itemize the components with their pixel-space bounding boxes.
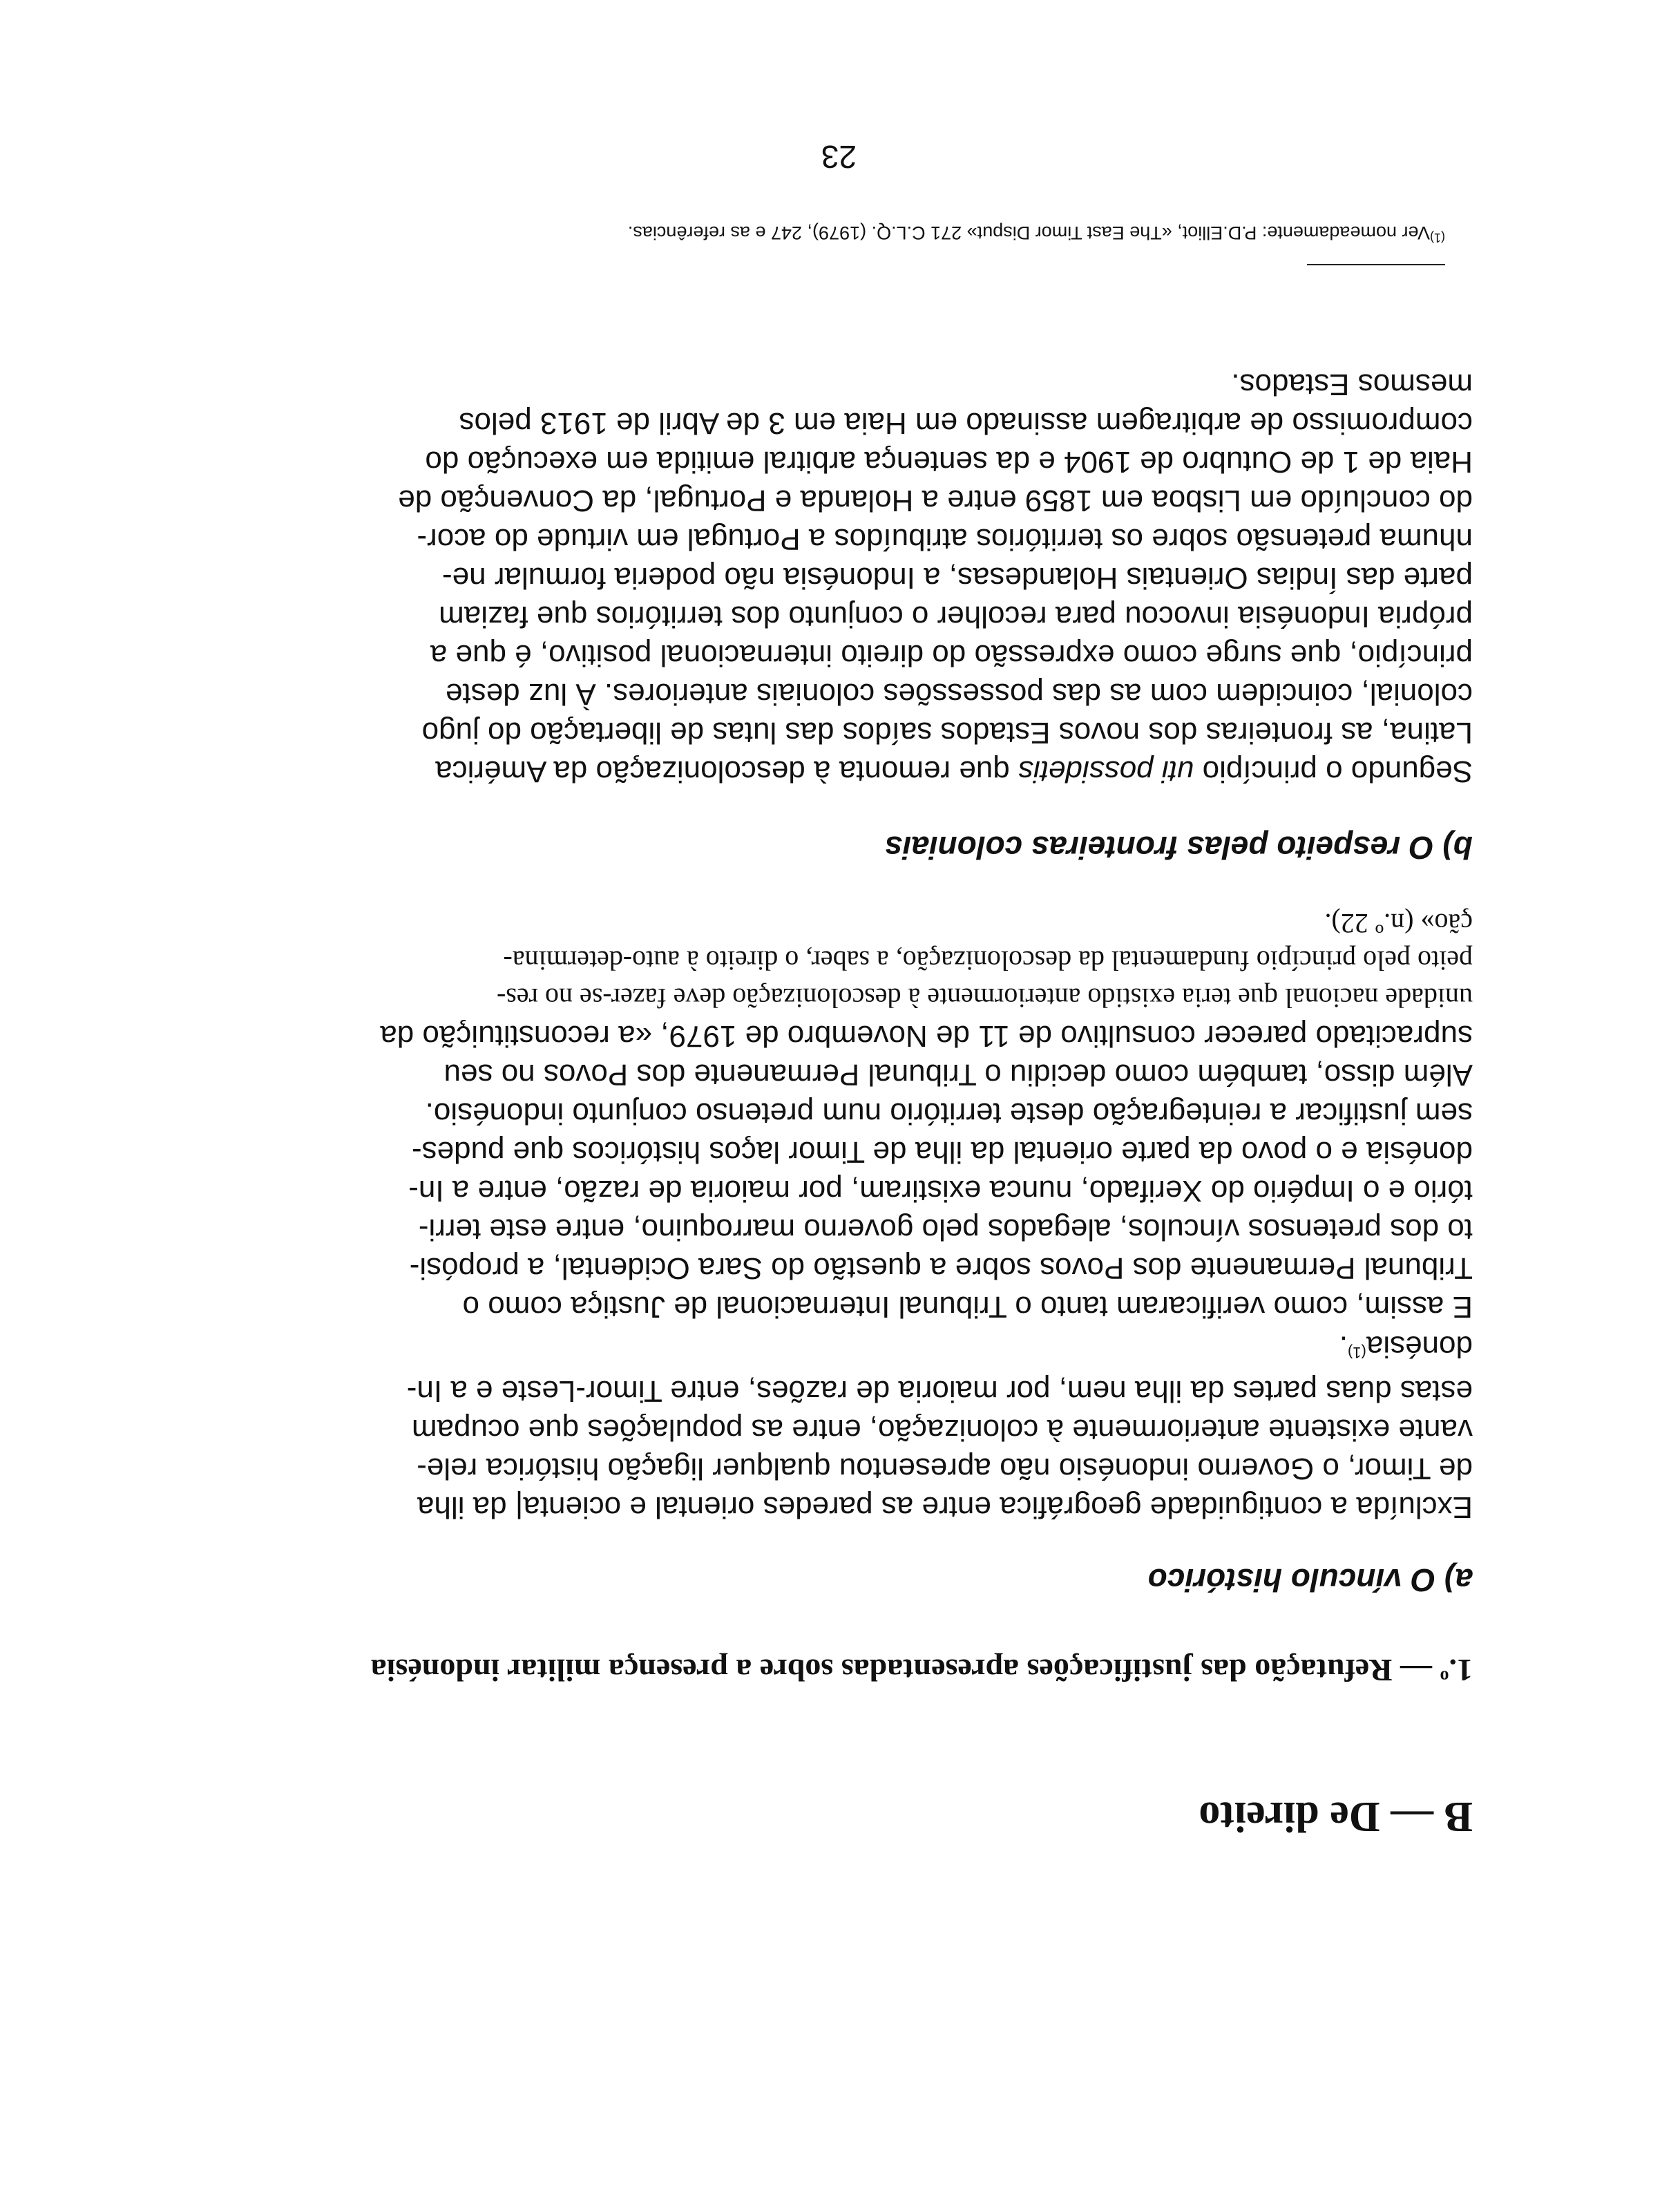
text-line: to dos pretensos vínculos, alegados pelo governo marroquino, entre este terri- (418, 1213, 1473, 1246)
paragraph-historical-link (196, 1329, 1473, 1526)
text-line: tório e o Império do Xerifado, nunca existiram, por maioria de razão, entre a In- (408, 1174, 1473, 1208)
text-line: própria Indonésia invocou para recolher o conjunto dos territórios que faziam (439, 600, 1473, 634)
subheading-historical-link: a) O vínculo histórico (1147, 1562, 1473, 1598)
text-line: sem justificar a reintegração deste território num pretenso conjunto indonésio. (425, 1097, 1473, 1130)
quoted-line: ção» (n.º 22). (1324, 908, 1473, 939)
text-line: de Timor, o Governo indonésio não apresentou qualquer ligação histórica rele- (417, 1452, 1473, 1486)
text-line (196, 752, 1473, 790)
text-line: princípio, que surge como expressão do direito internacional positivo, é que a (430, 638, 1473, 672)
text-line: supracitado parecer consultivo de 11 de Novembro de 1979, «a reconstituição da (380, 1019, 1473, 1053)
subsection-number: 1. (1449, 1653, 1473, 1688)
subsection-heading (371, 1652, 1473, 1689)
text-line: compromisso de arbitragem assinado em Haia em 3 de Abril de 1913 pelos (459, 406, 1473, 440)
footnote (628, 222, 1445, 245)
quoted-line: peito pelo princípio fundamental da descolonização, a saber, o direito à auto-determina- (503, 945, 1473, 976)
subsection-title: — Refutação das justificações apresentadas sobre a presença militar indonésia (370, 1653, 1440, 1688)
text-fragment: . (1339, 1329, 1348, 1364)
text-line: E assim, como verificaram tanto o Tribunal Internacional de Justiça como o (462, 1290, 1473, 1324)
text-line: nhuma pretensão sobre os territórios atribuídos a Portugal em virtude do acor- (417, 522, 1473, 556)
text-line: parte das Índias Orientais Holandesas, a Indonésia não poderia formular ne- (441, 561, 1473, 595)
section-heading: B — De direito (1199, 1793, 1473, 1840)
text-fragment: donésia (1366, 1329, 1473, 1364)
footnote-marker: (1) (1430, 231, 1445, 245)
footnote-text: Ver nomeadamente: P.D.Elliot, «The East Timor Disput» 271 C.L.Q. (1979), 247 e as referências. (627, 222, 1430, 243)
paragraph-tribunal-decisions (196, 904, 1473, 1326)
footnote-reference: (1) (1347, 1344, 1366, 1361)
text-line: Excluída a contiguidade geográfica entre as paredes oriental e ocienta| da ilha (417, 1490, 1473, 1524)
text-line: Haia de 1 de Outubro de 1904 e da sentença arbitral emitida em execução do (425, 445, 1473, 479)
quoted-line: unidade nacional que teria existido anteriormente à descolonização deve fazer-se no res- (497, 983, 1473, 1014)
text-line: mesmos Estados. (1231, 368, 1473, 401)
text-line: colonial, coincidem com as das possessões coloniais anteriores. À luz deste (446, 677, 1473, 711)
text-line: donésia e o povo da parte oriental da ilha de Timor laços históricos que pudes- (411, 1135, 1473, 1169)
text-line: Além disso, também como decidiu o Tribunal Permanente dos Povos no seu (443, 1058, 1473, 1092)
latin-term: uti possidetis (1018, 755, 1194, 788)
text-line: Latina, as fronteiras dos novos Estados saídos das lutas de libertação do jugo (421, 716, 1473, 750)
subheading-colonial-borders: b) O respeito pelas fronteiras coloniais (884, 830, 1473, 866)
text-line: do concluído em Lisboa em 1859 entre a Holanda e Portugal, da Convenção de (398, 484, 1473, 518)
page-number: 23 (821, 139, 857, 175)
paragraph-colonial-borders (196, 365, 1473, 790)
text-line (196, 1329, 1473, 1372)
footnote-divider (1307, 264, 1445, 265)
text-fragment: que remonta à descolonização da América (435, 755, 1018, 788)
ordinal-superscript: o (1440, 1667, 1449, 1687)
text-fragment: Segundo o princípio (1194, 755, 1473, 788)
text-line: Tribunal Permanente dos Povos sobre a questão do Sara Ocidental, a propósi- (409, 1251, 1473, 1285)
text-line: vante existente anteriormente à colonização, entre as populações que ocupam (411, 1413, 1473, 1447)
text-line: estas duas partes da ilha nem, por maioria de razões, entre Timor-Leste e a In- (406, 1374, 1473, 1408)
